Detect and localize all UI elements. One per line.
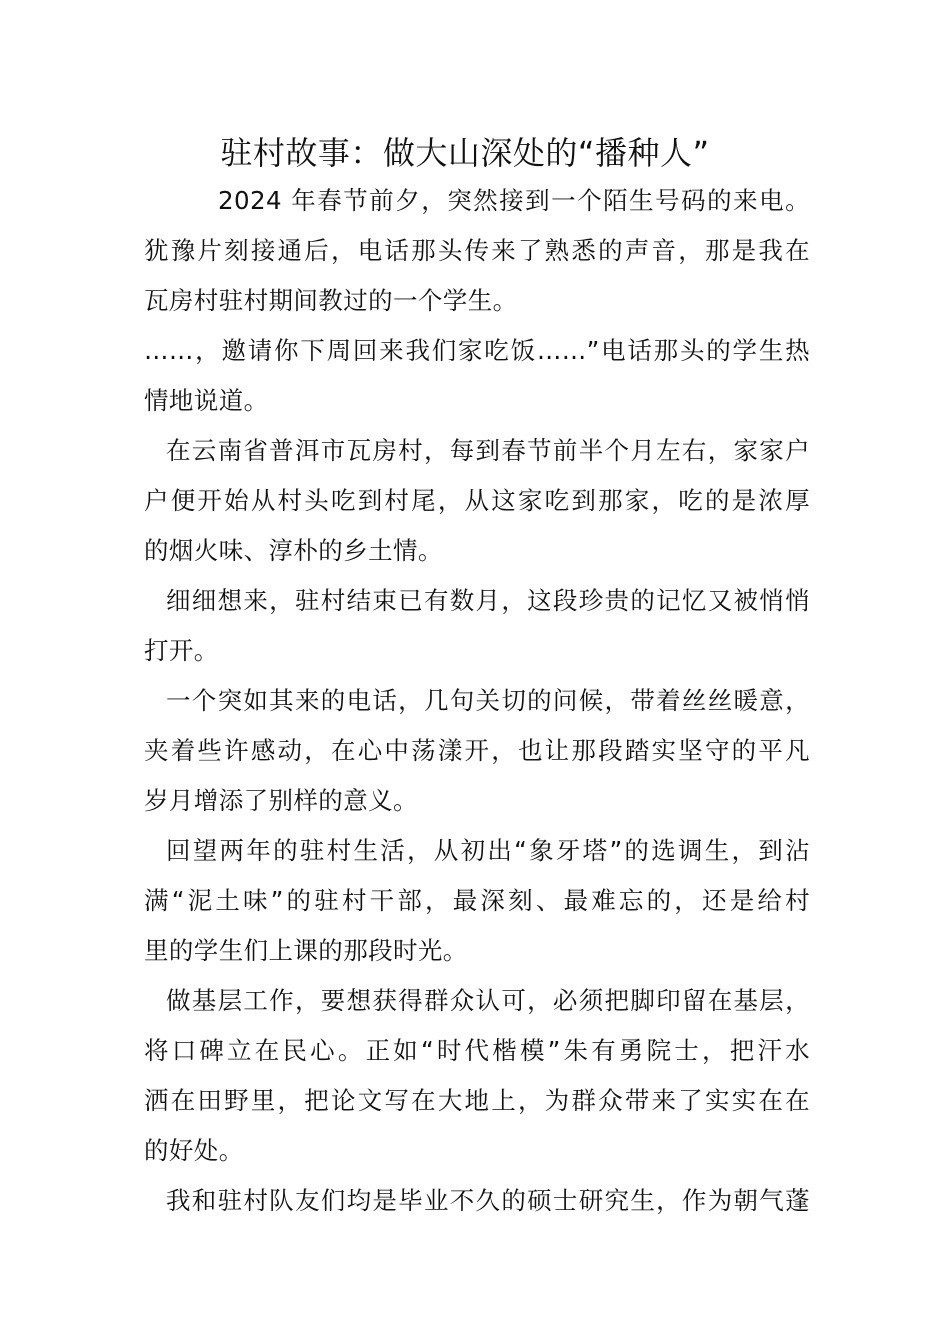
paragraph-line: 里的学生们上课的那段时光。 [144, 936, 468, 965]
paragraph-line: 回望两年的驻村生活，从初出“象牙塔”的选调生，到沾 [166, 836, 810, 865]
paragraph-line: 2024 年春节前夕，突然接到一个陌生号码的来电。 [218, 186, 810, 215]
document-title: 驻村故事：做大山深处的“播种人” [220, 134, 710, 172]
paragraph-line: 一个突如其来的电话，几句关切的问候，带着丝丝暖意， [166, 686, 810, 715]
paragraph-line: 情地说道。 [144, 386, 269, 415]
paragraph-line: 犹豫片刻接通后，电话那头传来了熟悉的声音，那是我在 [144, 236, 810, 265]
paragraph-line: 户便开始从村头吃到村尾，从这家吃到那家，吃的是浓厚 [144, 486, 810, 515]
paragraph-line: 洒在田野里，把论文写在大地上，为群众带来了实实在在 [144, 1086, 810, 1115]
paragraph-line: 做基层工作，要想获得群众认可，必须把脚印留在基层， [166, 986, 810, 1015]
paragraph-line: 打开。 [144, 636, 219, 665]
paragraph-line: 岁月增添了别样的意义。 [144, 786, 418, 815]
paragraph-line: 的好处。 [144, 1136, 244, 1165]
paragraph-line: ……，邀请你下周回来我们家吃饭……”电话那头的学生热 [144, 336, 810, 365]
paragraph-line: 我和驻村队友们均是毕业不久的硕士研究生，作为朝气蓬 [166, 1186, 810, 1215]
paragraph-line: 将口碑立在民心。正如“时代楷模”朱有勇院士，把汗水 [144, 1036, 810, 1065]
paragraph-line: 瓦房村驻村期间教过的一个学生。 [144, 286, 518, 315]
paragraph-line: 夹着些许感动，在心中荡漾开，也让那段踏实坚守的平凡 [144, 736, 810, 765]
paragraph-line: 满“泥土味”的驻村干部，最深刻、最难忘的，还是给村 [144, 886, 810, 915]
paragraph-line: 细细想来，驻村结束已有数月，这段珍贵的记忆又被悄悄 [166, 586, 810, 615]
paragraph-line: 在云南省普洱市瓦房村，每到春节前半个月左右，家家户 [166, 436, 810, 465]
paragraph-line: 的烟火味、淳朴的乡土情。 [144, 536, 443, 565]
